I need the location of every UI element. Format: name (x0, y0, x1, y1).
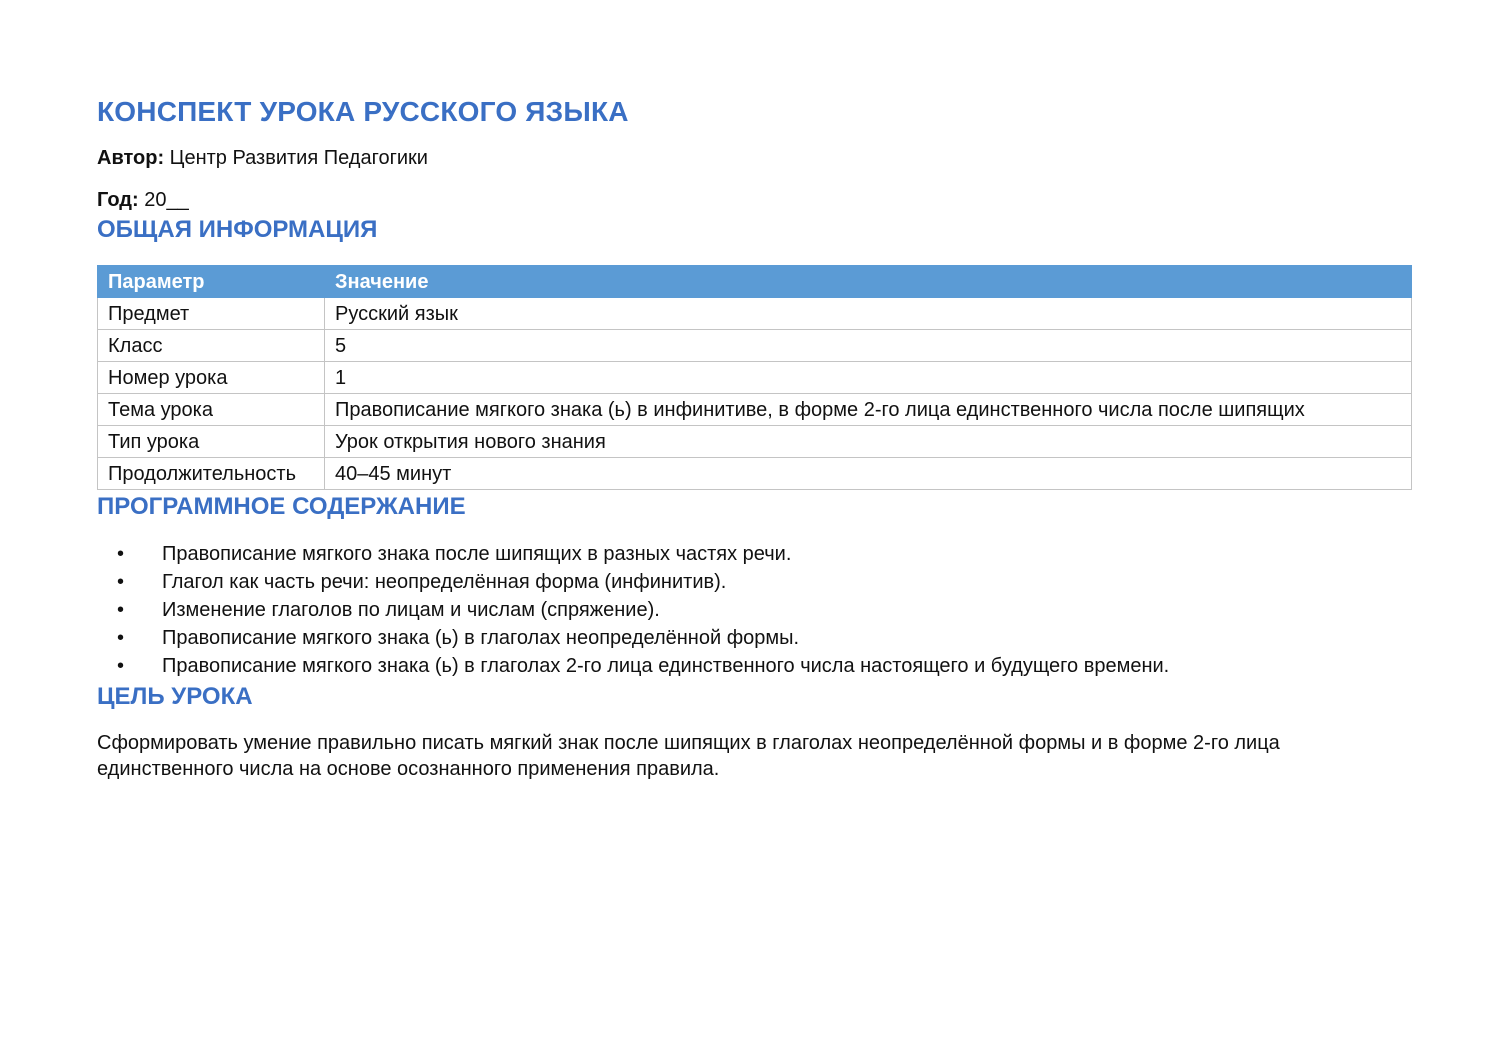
table-cell-value: 40–45 минут (325, 458, 1412, 490)
table-cell-value: Русский язык (325, 298, 1412, 330)
bullet-icon: • (117, 655, 125, 677)
section-heading-general: ОБЩАЯ ИНФОРМАЦИЯ (97, 216, 378, 243)
list-item (97, 596, 1411, 624)
bullet-icon: • (117, 599, 125, 621)
general-info-table (97, 265, 1412, 490)
table-header-row (98, 266, 1412, 298)
table-cell-value: 5 (325, 330, 1412, 362)
section-heading-program: ПРОГРАММНОЕ СОДЕРЖАНИЕ (97, 493, 466, 520)
table-header-cell: Параметр (98, 266, 325, 298)
list-item (97, 568, 1411, 596)
table-row (98, 330, 1412, 362)
list-item-text: Правописание мягкого знака после шипящих в разных частях речи. (162, 543, 792, 565)
list-item-text: Изменение глаголов по лицам и числам (спряжение). (162, 599, 660, 621)
table-row (98, 298, 1412, 330)
year-label: Год: (97, 189, 139, 211)
year-line (97, 187, 1411, 213)
table-cell-value: Урок открытия нового знания (325, 426, 1412, 458)
list-item (97, 624, 1411, 652)
bullet-icon: • (117, 627, 125, 649)
list-item (97, 540, 1411, 568)
table-row (98, 394, 1412, 426)
table-cell-param: Предмет (98, 298, 325, 330)
table-cell-value: 1 (325, 362, 1412, 394)
program-list (97, 540, 1411, 680)
table-cell-param: Номер урока (98, 362, 325, 394)
goal-paragraph: Сформировать умение правильно писать мягкий знак после шипящих в глаголах неопределённой формы и в форме 2-го лица единственного числа на основе осознанного применения правила. (97, 732, 1280, 780)
list-item-text: Глагол как часть речи: неопределённая форма (инфинитив). (162, 571, 727, 593)
table-row (98, 458, 1412, 490)
table-cell-value: Правописание мягкого знака (ь) в инфинитиве, в форме 2-го лица единственного числа после шипящих (325, 394, 1412, 426)
author-value: Центр Развития Педагогики (169, 147, 428, 169)
table-cell-param: Тип урока (98, 426, 325, 458)
table-cell-param: Класс (98, 330, 325, 362)
year-value: 20__ (144, 189, 189, 211)
bullet-icon: • (117, 543, 125, 565)
table-cell-param: Продолжительность (98, 458, 325, 490)
list-item (97, 652, 1411, 680)
table-row (98, 426, 1412, 458)
table-header-cell: Значение (325, 266, 1412, 298)
table-cell-param: Тема урока (98, 394, 325, 426)
section-heading-goal: ЦЕЛЬ УРОКА (97, 683, 253, 710)
document-title: КОНСПЕКТ УРОКА РУССКОГО ЯЗЫКА (97, 96, 629, 127)
bullet-icon: • (117, 571, 125, 593)
list-item-text: Правописание мягкого знака (ь) в глаголах 2-го лица единственного числа настоящего и будущего времени. (162, 655, 1170, 677)
list-item-text: Правописание мягкого знака (ь) в глаголах неопределённой формы. (162, 627, 800, 649)
table-row (98, 362, 1412, 394)
author-line (97, 145, 1411, 171)
author-label: Автор: (97, 147, 165, 169)
